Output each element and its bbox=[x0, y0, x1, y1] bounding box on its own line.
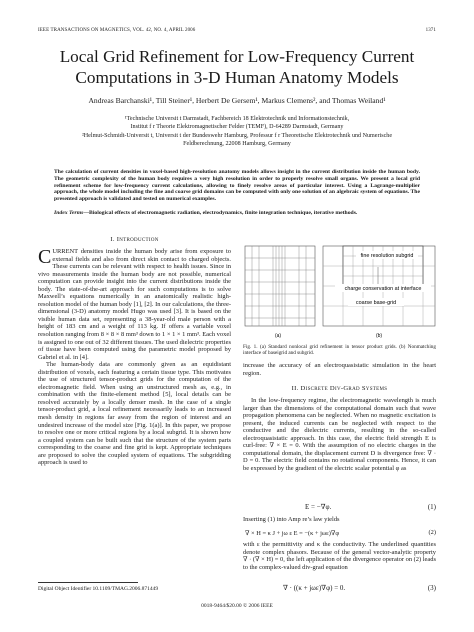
title-line-1: Local Grid Refinement for Low-Frequency Current bbox=[59, 47, 415, 66]
section-heading-introduction: I. Introduction bbox=[110, 236, 159, 243]
index-terms bbox=[54, 210, 420, 217]
index-terms-text: —Biological effects of electromagnetic radiation, electrodynamics, finite integration technique, iterative methods. bbox=[83, 210, 358, 216]
page-number: 1371 bbox=[425, 28, 436, 33]
section2-paragraph-2: with ε the permittivity and κ the conductivity. The underlined quantities denote complex phasors. Because of the general vector-analytic property ∇ · (∇ × H) = 0, the left application of the divergence operator on (2) leads to the complex-valued div-grad equation bbox=[243, 541, 436, 571]
label-fine-subgrid: fine resolution subgrid bbox=[360, 253, 414, 259]
figure-1-caption: Fig. 1. (a) Standard nonlocal grid refinement in tensor product grids. (b) Nonmatching interface of baseigrid and subgrid. bbox=[243, 344, 436, 357]
index-terms-label: Index Terms bbox=[54, 210, 84, 216]
intro-continuation: increase the accuracy of an electroquasistatic simulation in the heart region. bbox=[243, 362, 436, 377]
equation-2-body: ∇ × H = κ J + jω ε E = −(κ + jωε)∇φ bbox=[245, 530, 340, 537]
equation-3-number: (3) bbox=[427, 584, 436, 592]
panel-b-label: (b) bbox=[375, 333, 383, 339]
footer-issn: 0018-9464/$20.00 © 2006 IEEE bbox=[201, 603, 273, 609]
label-interface: charge conservation at interface bbox=[344, 286, 422, 292]
panel-a-label: (a) bbox=[274, 333, 282, 339]
label-coarse-basegrid: coarse base-grid bbox=[355, 300, 397, 306]
title-line-2: Computations in 3-D Human Anatomy Models bbox=[75, 68, 399, 87]
section2-paragraph-1: In the low-frequency regime, the electromagnetic wavelength is much larger than the dimensions of the computational domain such that wave propagation phenomena can be neglected. When no magnetic excitation is present, the induced currents can be neglected with respect to the conductive and the dielectric currents, resulting in the so-called electroquasistatic approach. In this case, the electric field strength E is curl-free: ∇ × E = 0. With the assumption of no electric charges in the computational domain, the displacement current D is divergence free: ∇ · D = 0. The electric field contains no rotational components. Hence, it can be expressed by the gradient of the electric scalar potential φ as bbox=[243, 397, 436, 472]
affiliation-line: Feldberechnung, 22008 Hamburg, Germany bbox=[183, 141, 291, 148]
section-heading-div-grad: II. Discrete Div-Grad Systems bbox=[291, 385, 388, 392]
paper-title bbox=[30, 46, 444, 88]
affiliation-line: ¹Technische Universit t Darmstadt, Fachbereich 18 Elektrotechnik und Informationstechnik, bbox=[124, 116, 350, 122]
figure-panel-b-grid bbox=[323, 246, 435, 326]
figure-panel-a-grid bbox=[245, 246, 315, 326]
intro-paragraph-2: The human-body data are commonly given as an equidistant distribution of voxels, each featuring a certain tissue type. This motivates the use of structured tensor-product grids for the computation of the electromagnetic field. When using an unstructured mesh as, e.g., in combination with the finite-element method [5], local details can be resolved accurately by a locally denser mesh. In the case of a single tensor-product grid, a local refinement necessarily leads to an increased mesh density in regions far away from the region of interest and an undesired increase of the model size [Fig. 1(a)]. In this paper, we propose to resolve one or more critical regions by a local subgrid. It is shown how a coupled system can be built such that the structure of the system parts corresponding to the coarse and fine grid is kept. Appropriate techniques are proposed to solve the coupled system of equations. The subgridding approach is used to bbox=[38, 361, 231, 467]
affiliations bbox=[52, 115, 422, 149]
footer-doi: Digital Object Identifier 10.1109/TMAG.2006.871449 bbox=[38, 586, 159, 592]
intro-first-word: URRENT bbox=[52, 248, 79, 255]
equation-1-body: E = −∇φ. bbox=[305, 503, 332, 511]
footer-rule bbox=[38, 582, 138, 583]
abstract: The calculation of current densities in voxel-based high-resolution anatomy models allows insight in the current distribution inside the human body. The geometric complexity of the human body requires a very high resolution in order to properly resolve small organs. We present a local grid refinement scheme for low-frequency current calculations, allowing to finely resolve areas of particular interest. Using a Lagrange-multiplier approach, the whole model including the fine and coarse grid domains can be computed with only one solution of an algebraic system of equations. The presented approach is validated and tested on numerical examples. bbox=[54, 169, 420, 203]
left-column bbox=[38, 248, 231, 467]
intro-paragraph-1 bbox=[38, 248, 231, 361]
drop-cap: C bbox=[38, 246, 52, 268]
equation-3-body: ∇ · ((κ + jωε)∇φ) = 0. bbox=[283, 584, 346, 592]
inserting-text: Inserting (1) into Amp re’s law yields bbox=[243, 516, 340, 523]
journal-info: IEEE TRANSACTIONS ON MAGNETICS, VOL. 42, NO. 4, APRIL 2006 bbox=[38, 28, 196, 33]
running-head bbox=[38, 28, 436, 36]
equation-2-number: (2) bbox=[428, 529, 436, 536]
affiliation-line: ²Helmut-Schmidt-Universit t, Universit t der Bundeswehr Hamburg, Professur f r Theoretische Elektrotechnik und Numerische bbox=[81, 132, 393, 139]
author-list: Andreas Barchanski¹, Till Steiner¹, Herbert De Gersem¹, Markus Clemens², and Thomas Weiland¹ bbox=[88, 96, 386, 105]
figure-1 bbox=[243, 234, 436, 342]
affiliation-line: Institut f r Theorie Elektromagnetischer Felder (TEMF), D-64289 Darmstadt, Germany bbox=[130, 124, 344, 131]
intro-text-1: densities inside the human body arise from exposure to external fields and also from direct skin contact to charged objects. These currents can be relevant with respect to health issues. Since in vivo measurements inside the human body are not possible, numerical computation can provide insight into the current distributions inside the body. The state-of-the-art approach for such computations is to solve Maxwell’s equations numerically in an anatomically realistic high-resolution model of the human body [1], [2]. In our calculations, the three-dimensional (3-D) anatomy model Hugo was used [3]. It is based on the visible human data set, representing a 38-year-old male person with a height of 183 cm and a weight of 113 kg. If offers a variable voxel resolution ranging from 8 × 8 × 8 mm³ down to 1 × 1 × 1 mm³. Each voxel is assigned to one out of 32 different tissues. The used dielectric properties of tissue have been computed using the parametric model proposed by Gabriel et al. in [4]. bbox=[38, 248, 231, 361]
equation-1-number: (1) bbox=[427, 503, 436, 511]
